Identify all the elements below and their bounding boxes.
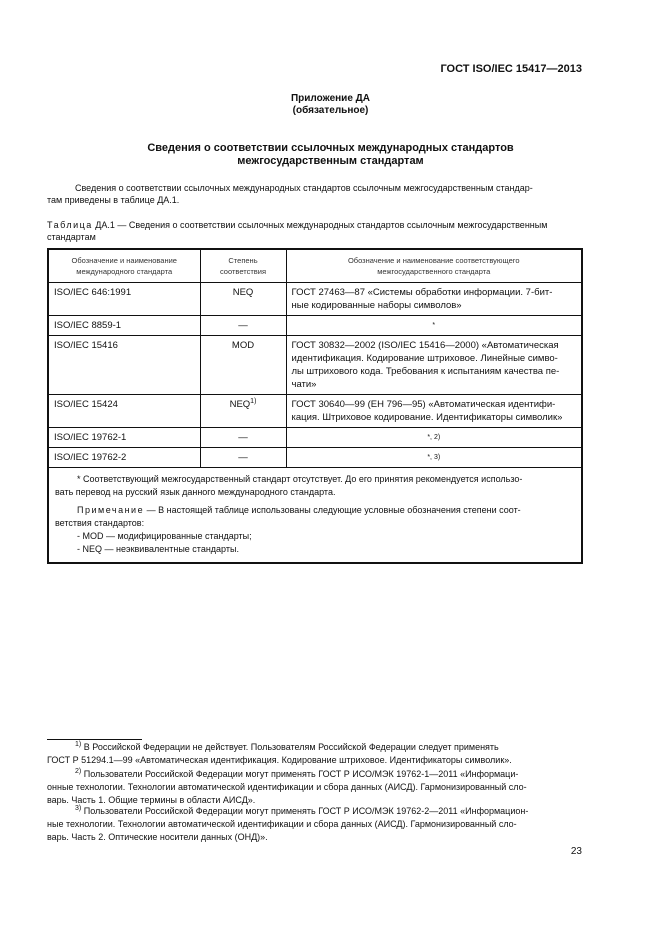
page-number: 23: [570, 846, 582, 857]
degree-cell: —: [200, 448, 286, 468]
intro-line1: Сведения о соответствии ссылочных международных стандартов ссылочным межгосударственным стандар-: [75, 183, 533, 193]
intl-standard-cell: ISO/IEC 15416: [48, 336, 200, 395]
note-line1: Примечание — В настоящей таблице использованы следующие условные обозначения степени соот-: [77, 505, 521, 515]
appendix-title: Приложение ДА: [290, 93, 371, 104]
interstate-standard-cell: *, 3): [286, 448, 582, 468]
note-list-item: - NEQ — неэквивалентные стандарты.: [77, 544, 239, 554]
page-footnote-line3: варь. Часть 2. Оптические носители данных (ОНД)».: [47, 832, 268, 842]
intl-standard-cell: ISO/IEC 8859-1: [48, 316, 200, 336]
table-row: [48, 283, 582, 316]
degree-cell: —: [200, 316, 286, 336]
appendix-subtitle: (обязательное): [292, 105, 369, 116]
intl-standard-cell: ISO/IEC 15424: [48, 395, 200, 428]
star-footnote-line1: * Соответствующий межгосударственный стандарт отсутствует. До его принятия рекомендуется использо-: [77, 474, 523, 484]
correspondence-table: [47, 248, 583, 564]
table-row: [48, 316, 582, 336]
page-footnote-line2: ГОСТ Р 51294.1—99 «Автоматическая идентификация. Кодирование штриховое. Идентификаторы символик».: [47, 755, 512, 765]
page-footnote-line3: варь. Часть 1. Общие термины в области АИСД».: [47, 795, 256, 805]
note-list: [55, 530, 575, 556]
page-footnote: [47, 741, 583, 767]
table-caption-label: Таблица: [47, 220, 93, 230]
interstate-standard-cell: ГОСТ 27463—87 «Системы обработки информации. 7-бит- ные кодированные наборы символов»: [286, 283, 582, 316]
note-list-item: - MOD — модифицированные стандарты;: [77, 531, 252, 541]
footnote-separator: [47, 739, 142, 740]
page-footnote-line1: $^{3)}$ Пользователи Российской Федерации могут применять ГОСТ Р ИСО/МЭК 19762-2—2011 «Информацион-: [75, 805, 529, 816]
intl-standard-cell: ISO/IEC 19762-1: [48, 428, 200, 448]
table-row: [48, 428, 582, 448]
table-caption-line1: [47, 219, 547, 231]
intl-standard-cell: ISO/IEC 646:1991: [48, 283, 200, 316]
table-header-row: [48, 249, 582, 283]
table-row: [48, 395, 582, 428]
note-line2: ветствия стандартов:: [55, 518, 145, 528]
footnote-mark: 2): [75, 768, 82, 775]
footnote-mark: 3): [75, 805, 82, 812]
header-intl-standard: Обозначение и наименование международного стандарта: [48, 249, 200, 283]
interstate-standard-cell: *: [286, 316, 582, 336]
degree-cell: MOD: [200, 336, 286, 395]
degree-cell: —: [200, 428, 286, 448]
page-footnote: [47, 768, 583, 807]
degree-cell: NEQ: [200, 283, 286, 316]
table-row: [48, 448, 582, 468]
section-title-line2: межгосударственным стандартам: [237, 155, 424, 167]
document-code-header: ГОСТ ISO/IEC 15417—2013: [440, 63, 582, 75]
page-footnote-line2: онные технологии. Технологии автоматической идентификации и сбора данных (АИСД). Гармонизированный сло-: [47, 782, 527, 792]
footnote-mark: 1): [75, 741, 82, 748]
table-row: [48, 336, 582, 395]
table-caption-text: ДА.1 — Сведения о соответствии ссылочных международных стандартов ссылочным межгосударственным: [92, 220, 548, 230]
table-caption-line2: стандартам: [47, 232, 96, 242]
page-footnote: [47, 805, 583, 844]
page-footnote-line1: $^{1)}$ В Российской Федерации не действует. Пользователям Российской Федерации следует применять: [75, 741, 499, 752]
note-label: Примечание: [77, 505, 145, 515]
footnote-ref: 1): [250, 397, 257, 405]
intro-line2: там приведены в таблице ДА.1.: [47, 195, 180, 205]
header-degree: Степень соответствия: [200, 249, 286, 283]
interstate-standard-cell: *, 2): [286, 428, 582, 448]
section-title-line1: Сведения о соответствии ссылочных международных стандартов: [147, 142, 514, 154]
table-notes-cell: [48, 468, 582, 564]
interstate-standard-cell: ГОСТ 30640—99 (ЕН 796—95) «Автоматическая идентифи- кация. Штриховое кодирование. Идентификаторы символик»: [286, 395, 582, 428]
degree-cell: NEQ$^{1)}$: [200, 395, 286, 428]
table-notes-row: [48, 468, 582, 564]
page-footnote-line2: ные технологии. Технологии автоматической идентификации и сбора данных (АИСД). Гармонизированный сло-: [47, 819, 517, 829]
intl-standard-cell: ISO/IEC 19762-2: [48, 448, 200, 468]
star-footnote-line2: вать перевод на русский язык данного международного стандарта.: [55, 487, 336, 497]
header-interstate-standard: Обозначение и наименование соответствующего межгосударственного стандарта: [286, 249, 582, 283]
interstate-standard-cell: ГОСТ 30832—2002 (ISO/IEC 15416—2000) «Автоматическая идентификация. Кодирование штриховое. Линейные симво- лы штрихового кода. Требования к испытаниям качества пе- чати»: [286, 336, 582, 395]
page-footnote-line1: $^{2)}$ Пользователи Российской Федерации могут применять ГОСТ Р ИСО/МЭК 19762-1—2011 «Информаци-: [75, 768, 519, 779]
